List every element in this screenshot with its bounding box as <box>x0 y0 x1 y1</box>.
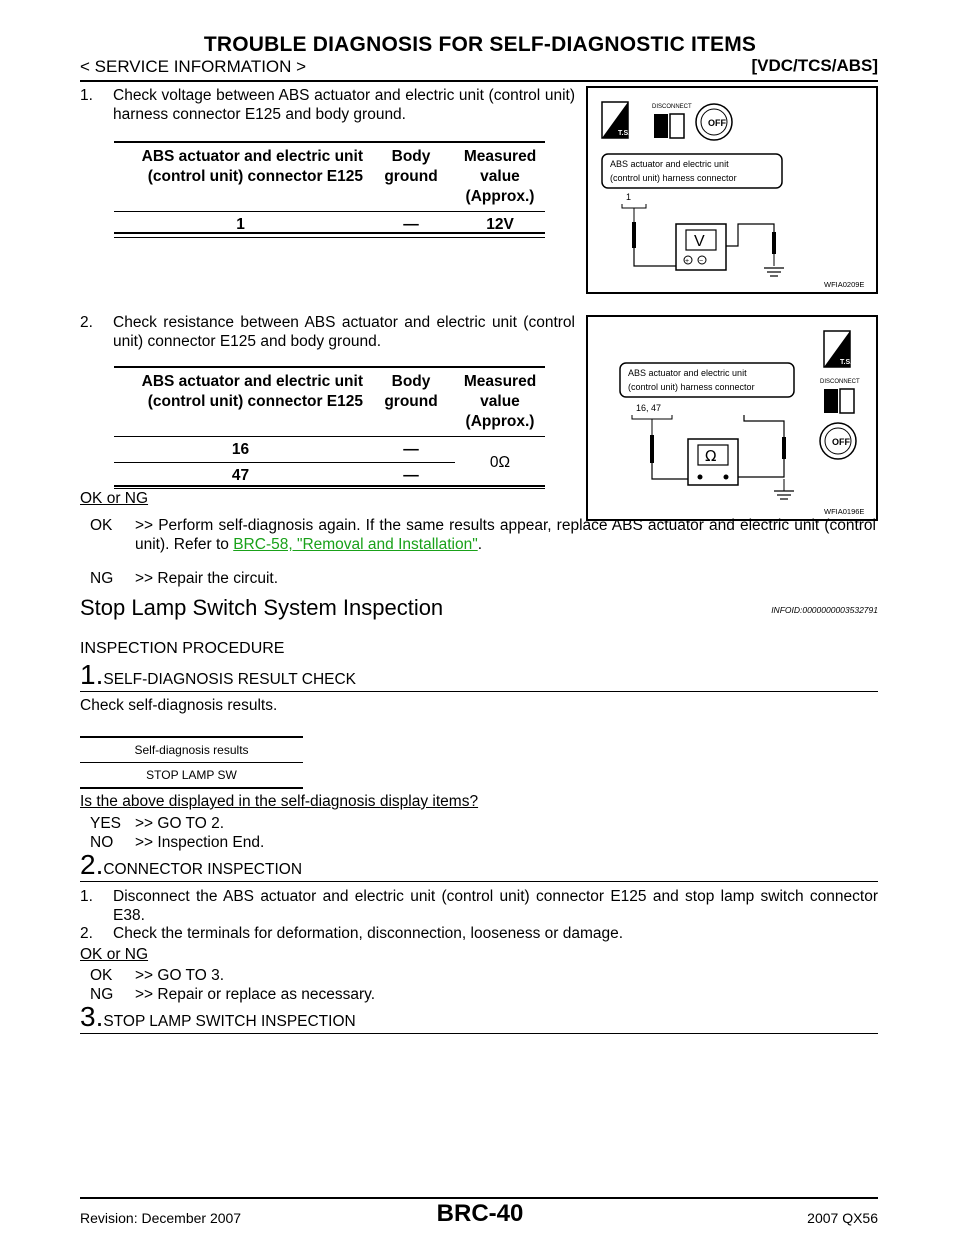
table-row <box>114 437 545 463</box>
info-id: INFOID:0000000003532791 <box>771 605 878 615</box>
table-header: Measured value (Approx.) <box>455 367 545 437</box>
voltage-check-step <box>80 86 575 124</box>
self-diagnosis-table <box>80 736 303 789</box>
item-number: 1. <box>80 888 93 905</box>
ok-ng-heading: OK or NG <box>80 946 149 963</box>
question: Is the above displayed in the self-diagnosis display items? <box>80 793 479 810</box>
step3-number: 3. <box>80 1001 104 1032</box>
voltage-diagram-svg <box>588 88 876 292</box>
ts-label: T.S. <box>840 359 853 366</box>
ng-label: NG <box>90 570 114 587</box>
removal-installation-link[interactable]: BRC-58, "Removal and Installation" <box>233 536 478 553</box>
table-bottom-rule <box>114 485 545 487</box>
step1-text: Check self-diagnosis results. <box>80 697 278 714</box>
step-text: Check resistance between ABS actuator and electric unit (control unit) connector E125 and body ground. <box>113 314 575 350</box>
item-text: Disconnect the ABS actuator and electric unit (control unit) connector E125 and stop lamp switch connector E38. <box>113 888 878 924</box>
ts-icon <box>602 102 630 138</box>
step-number: 1. <box>80 87 93 104</box>
ng-text: >> Repair the circuit. <box>135 570 279 587</box>
connector-label-line2: (control unit) harness connector <box>628 382 755 392</box>
ts-label: T.S. <box>618 130 631 137</box>
step-number: 2. <box>80 314 93 331</box>
ok-label: OK <box>90 517 113 534</box>
table-header: Measured value (Approx.) <box>455 142 545 212</box>
disconnect-icon <box>652 104 692 138</box>
step3-heading <box>80 1001 356 1033</box>
figure-code: WFIA0196E <box>824 507 865 516</box>
ignition-off-icon <box>696 104 732 140</box>
table-cell: — <box>367 212 455 238</box>
revision-date: Revision: December 2007 <box>80 1210 242 1226</box>
off-label: OFF <box>708 118 726 128</box>
yes-text: >> GO TO 2. <box>135 815 225 832</box>
step-rule <box>80 691 878 692</box>
step3-label: STOP LAMP SWITCH INSPECTION <box>103 1013 356 1030</box>
table-bottom-rule <box>114 232 545 234</box>
table-cell: 16 <box>114 437 367 463</box>
pin-label: 16, 47 <box>636 403 662 413</box>
no-label: NO <box>90 834 114 851</box>
ng-text: >> Repair or replace as necessary. <box>135 986 376 1003</box>
connector-label-line1: ABS actuator and electric unit <box>628 368 747 378</box>
ok-result <box>90 516 878 554</box>
step1-label: SELF-DIAGNOSIS RESULT CHECK <box>103 671 357 688</box>
table-cell: — <box>367 437 455 463</box>
voltage-diagram <box>586 86 878 294</box>
table-header: Body ground <box>367 142 455 212</box>
ok-text-body: >> Perform self-diagnosis again. If the same results appear, replace ABS actuator and electric unit (control unit). Refer to <box>135 517 876 553</box>
step1-heading <box>80 659 356 691</box>
step-rule <box>80 1033 878 1034</box>
table-header: Self-diagnosis results <box>80 736 303 763</box>
ng-label: NG <box>90 986 114 1003</box>
resistance-diagram <box>586 315 878 521</box>
item-number: 2. <box>80 925 93 942</box>
disconnect-label: DISCONNECT <box>820 379 860 385</box>
ok-text: >> GO TO 3. <box>135 967 225 984</box>
step1-number: 1. <box>80 659 104 690</box>
ng-result <box>90 569 278 588</box>
ok-text <box>135 516 876 554</box>
footer-rule <box>80 1197 878 1199</box>
table-cell: 47 <box>114 463 367 489</box>
item-text: Check the terminals for deformation, disconnection, looseness or damage. <box>113 925 624 942</box>
connector-label-line2: (control unit) harness connector <box>610 173 737 183</box>
minus-terminal: − <box>699 258 704 265</box>
resistance-diagram-svg <box>588 317 876 519</box>
table-cell: — <box>367 463 455 489</box>
ignition-off-icon <box>820 423 856 459</box>
procedure-heading: INSPECTION PROCEDURE <box>80 640 285 657</box>
connector-label-line1: ABS actuator and electric unit <box>610 159 729 169</box>
model-year: 2007 QX56 <box>807 1210 878 1226</box>
off-label: OFF <box>832 437 850 447</box>
figure-code: WFIA0209E <box>824 280 865 289</box>
ground-icon <box>764 268 784 276</box>
ok-label: OK <box>90 967 113 984</box>
meter-symbol: Ω <box>705 447 717 465</box>
table-cell: 1 <box>114 212 367 238</box>
ground-icon <box>774 479 794 499</box>
step-rule <box>80 881 878 882</box>
page-title: TROUBLE DIAGNOSIS FOR SELF-DIAGNOSTIC ITEMS <box>203 33 757 56</box>
header-rule <box>80 80 878 82</box>
ok-result <box>90 966 224 985</box>
section-label: < SERVICE INFORMATION > <box>80 57 307 76</box>
table-cell: 12V <box>455 212 545 238</box>
yes-result <box>90 814 224 833</box>
ok-ng-heading: OK or NG <box>80 490 149 507</box>
table-cell: STOP LAMP SW <box>80 763 303 789</box>
step2-item2 <box>80 924 878 943</box>
ok-text-tail: . <box>477 536 483 553</box>
step2-label: CONNECTOR INSPECTION <box>103 861 303 878</box>
pin-label: 1 <box>626 192 632 202</box>
disconnect-label: DISCONNECT <box>652 104 692 110</box>
table-header: Body ground <box>367 367 455 437</box>
ts-icon <box>824 331 852 367</box>
table-cell: 0Ω <box>455 437 545 489</box>
voltage-table <box>114 141 545 238</box>
yes-label: YES <box>90 815 122 832</box>
step2-heading <box>80 849 302 881</box>
step-text: Check voltage between ABS actuator and electric unit (control unit) harness connector E125 and body ground. <box>113 87 575 123</box>
step2-number: 2. <box>80 849 104 880</box>
section-title: Stop Lamp Switch System Inspection <box>80 595 444 620</box>
page-number: BRC-40 <box>436 1200 524 1227</box>
table-header: ABS actuator and electric unit (control unit) connector E125 <box>114 142 367 212</box>
disconnect-icon <box>820 379 860 413</box>
meter-symbol: V <box>694 233 705 250</box>
table-header: ABS actuator and electric unit (control unit) connector E125 <box>114 367 367 437</box>
resistance-check-step <box>80 313 575 351</box>
step2-item1 <box>80 887 878 925</box>
plus-terminal: + <box>685 258 690 265</box>
no-text: >> Inspection End. <box>135 834 265 851</box>
resistance-table <box>114 366 545 489</box>
system-label: [VDC/TCS/ABS] <box>751 56 878 75</box>
